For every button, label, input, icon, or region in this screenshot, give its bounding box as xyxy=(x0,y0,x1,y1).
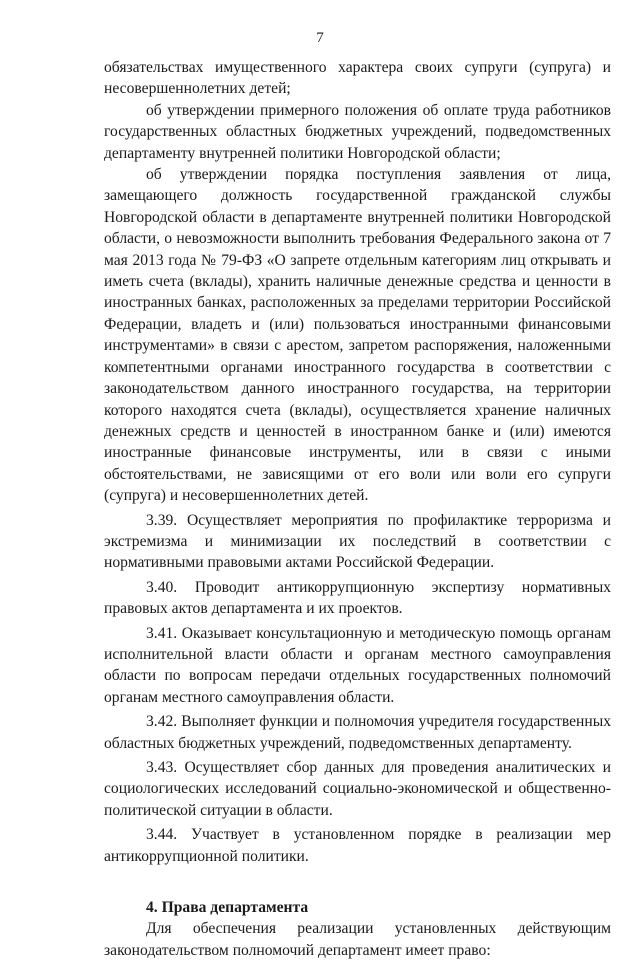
paragraph-application-procedure: об утверждении порядка поступления заявления от лица, замещающего должность государственной гражданской службы Новгородской области в департаменте внутренней политики Новгородской области, о невозможности выполнить требования Федерального закона от 7 мая 2013 года № 79-ФЗ «О запрете отдельным категориям лиц открывать и иметь счета (вклады), хранить наличные денежные средства и ценности в иностранных банках, расположенных за пределами территории Российской Федерации, владеть и (или) пользоваться иностранными финансовыми инструментами» в связи с арестом, запретом распоряжения, наложенными компетентными органами иностранного государства в соответствии с законодательством данного иностранного государства, на территории которого находятся счета (вклады), осуществляется хранение наличных денежных средств и ценностей в иностранном банке и (или) имеются иностранные финансовые инструменты, или в связи с иными обстоятельствами, не зависящими от его воли или воли его супруги (супруга) и несовершеннолетних детей. xyxy=(104,166,611,505)
paragraph-continuation: обязательствах имущественного характера своих супруги (супруга) и несовершеннолетних детей; xyxy=(104,59,611,98)
clause-3-40: 3.40. Проводит антикоррупционную экспертизу нормативных правовых актов департамента и их проектов. xyxy=(104,578,611,618)
clause-3-42: 3.42. Выполняет функции и полномочия учредителя государственных областных бюджетных учреждений, подведомственных департаменту. xyxy=(104,713,611,752)
page-number: 7 xyxy=(316,30,324,46)
section-intro: Для обеспечения реализации установленных действующим законодательством полномочий департамент имеет право: xyxy=(104,920,611,959)
clause-3-39: 3.39. Осуществляет мероприятия по профилактике терроризма и экстремизма и минимизации их последствий в соответствии с нормативными правовыми актами Российской Федерации. xyxy=(104,511,611,572)
clause-3-43: 3.43. Осуществляет сбор данных для проведения аналитических и социологических исследований социально-экономической и общественно-политической ситуации в области. xyxy=(104,759,611,819)
document-body xyxy=(104,57,611,961)
paragraph-salary-regulation: об утверждении примерного положения об оплате труда работников государственных областных бюджетных учреждений, подведомственных департаменту внутренней политики Новгородской области; xyxy=(104,101,611,162)
section-heading: 4. Права департамента xyxy=(146,899,309,917)
clause-3-44: 3.44. Участвует в установленном порядке в реализации мер антикоррупционной политики. xyxy=(104,826,611,865)
clause-3-41: 3.41. Оказывает консультационную и методическую помощь органам исполнительной власти области и органам местного самоуправления области по вопросам передачи отдельных государственных полномочий органам местного самоуправления области. xyxy=(104,624,611,706)
